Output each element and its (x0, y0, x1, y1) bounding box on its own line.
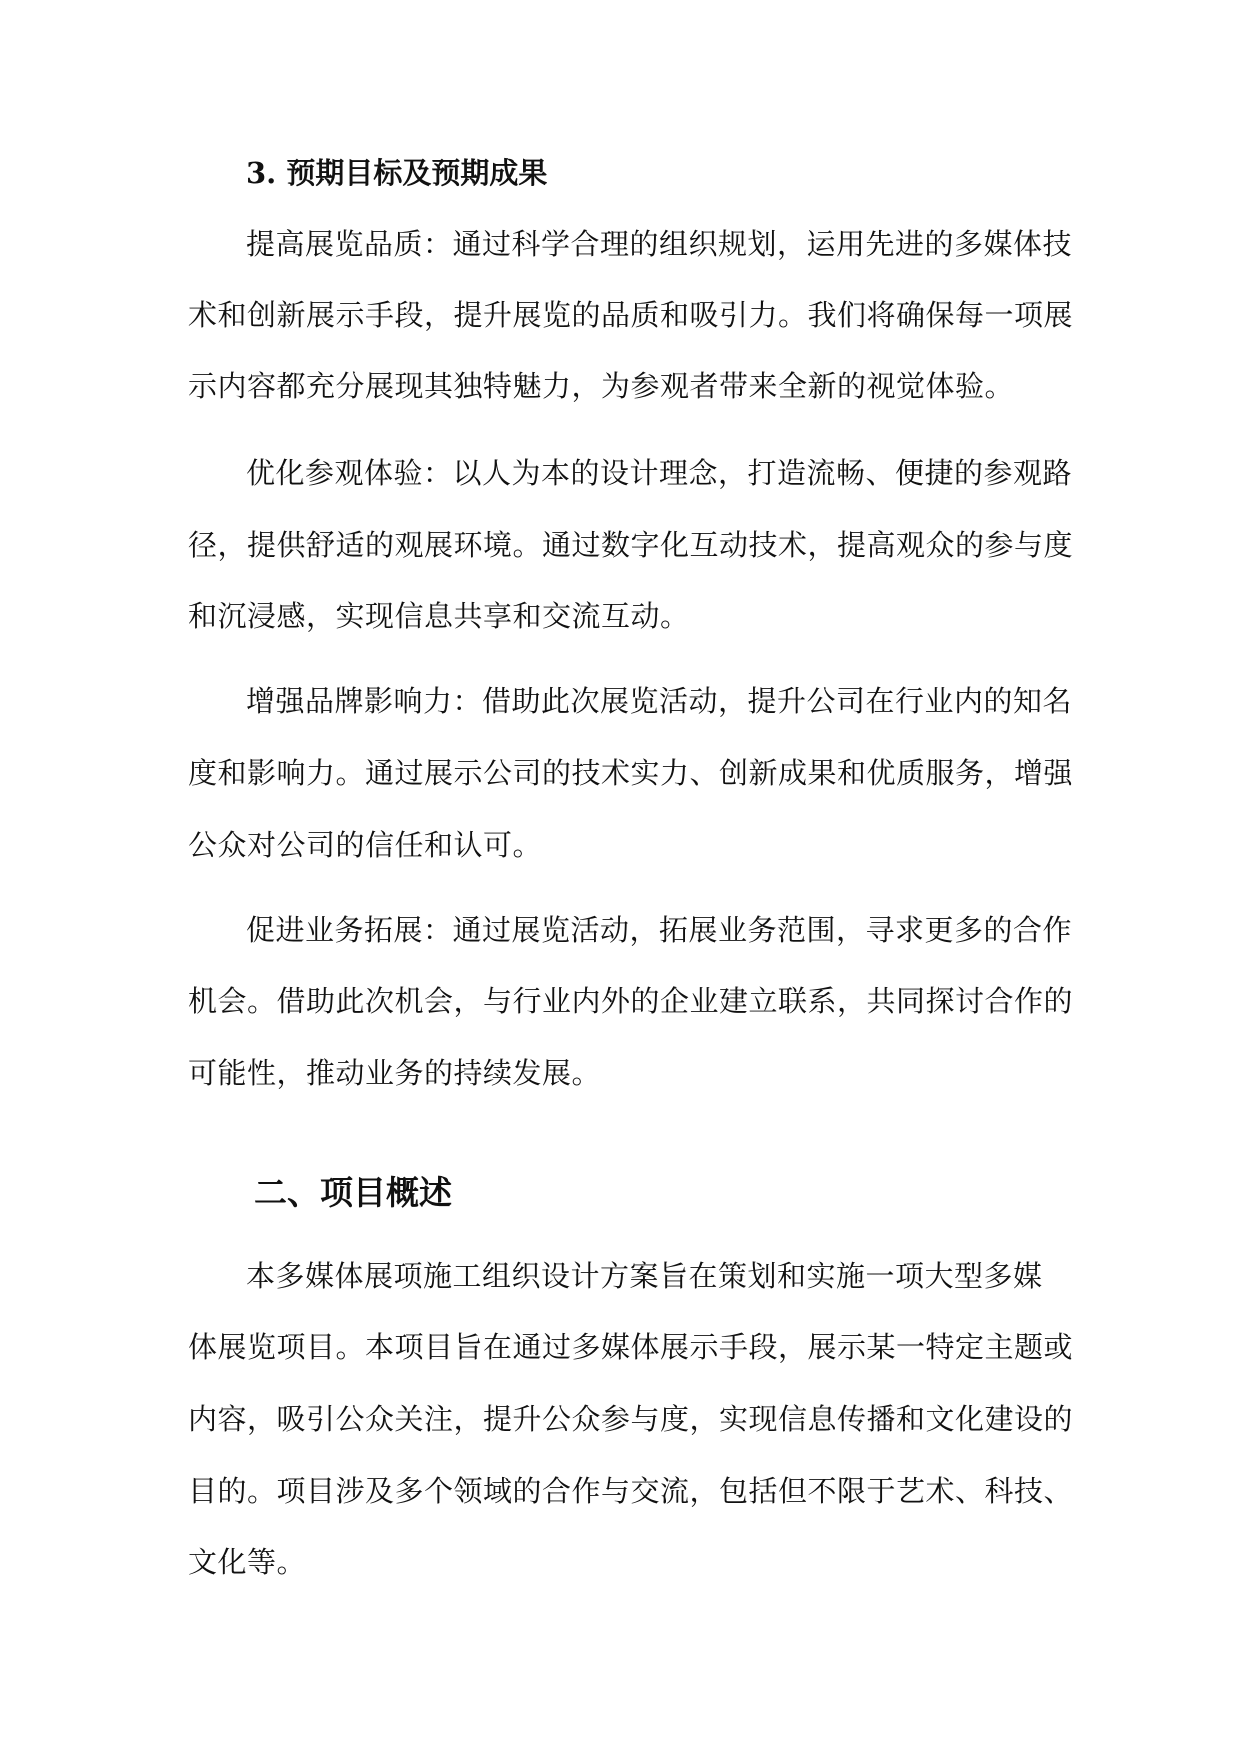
section-2-heading: 二、项目概述 (254, 1173, 452, 1212)
paragraph-line: 提高展览品质：通过科学合理的组织规划，运用先进的多媒体技 (246, 227, 1073, 261)
paragraph-line: 公众对公司的信任和认可。 (188, 828, 543, 862)
paragraph-line: 内容，吸引公众关注，提升公众参与度，实现信息传播和文化建设的 (188, 1402, 1074, 1436)
paragraph-line: 示内容都充分展现其独特魅力，为参观者带来全新的视觉体验。 (188, 369, 1015, 403)
paragraph-line: 本多媒体展项施工组织设计方案旨在策划和实施一项大型多媒 (246, 1259, 1043, 1293)
paragraph-line: 增强品牌影响力：借助此次展览活动，提升公司在行业内的知名 (246, 684, 1073, 718)
paragraph-line: 可能性，推动业务的持续发展。 (188, 1056, 602, 1090)
paragraph-line: 术和创新展示手段，提升展览的品质和吸引力。我们将确保每一项展 (188, 298, 1074, 332)
paragraph-line: 优化参观体验：以人为本的设计理念，打造流畅、便捷的参观路 (246, 456, 1073, 490)
paragraph-line: 度和影响力。通过展示公司的技术实力、创新成果和优质服务，增强 (188, 756, 1074, 790)
paragraph-line: 促进业务拓展：通过展览活动，拓展业务范围，寻求更多的合作 (246, 913, 1073, 947)
paragraph-line: 和沉浸感，实现信息共享和交流互动。 (188, 599, 690, 633)
paragraph-line: 体展览项目。本项目旨在通过多媒体展示手段，展示某一特定主题或 (188, 1330, 1074, 1364)
paragraph-line: 目的。项目涉及多个领域的合作与交流，包括但不限于艺术、科技、 (188, 1474, 1074, 1508)
paragraph-line: 机会。借助此次机会，与行业内外的企业建立联系，共同探讨合作的 (188, 984, 1074, 1018)
section-3-heading: 3. 预期目标及预期成果 (246, 156, 548, 190)
paragraph-line: 文化等。 (188, 1545, 307, 1579)
paragraph-line: 径，提供舒适的观展环境。通过数字化互动技术，提高观众的参与度 (188, 528, 1074, 562)
